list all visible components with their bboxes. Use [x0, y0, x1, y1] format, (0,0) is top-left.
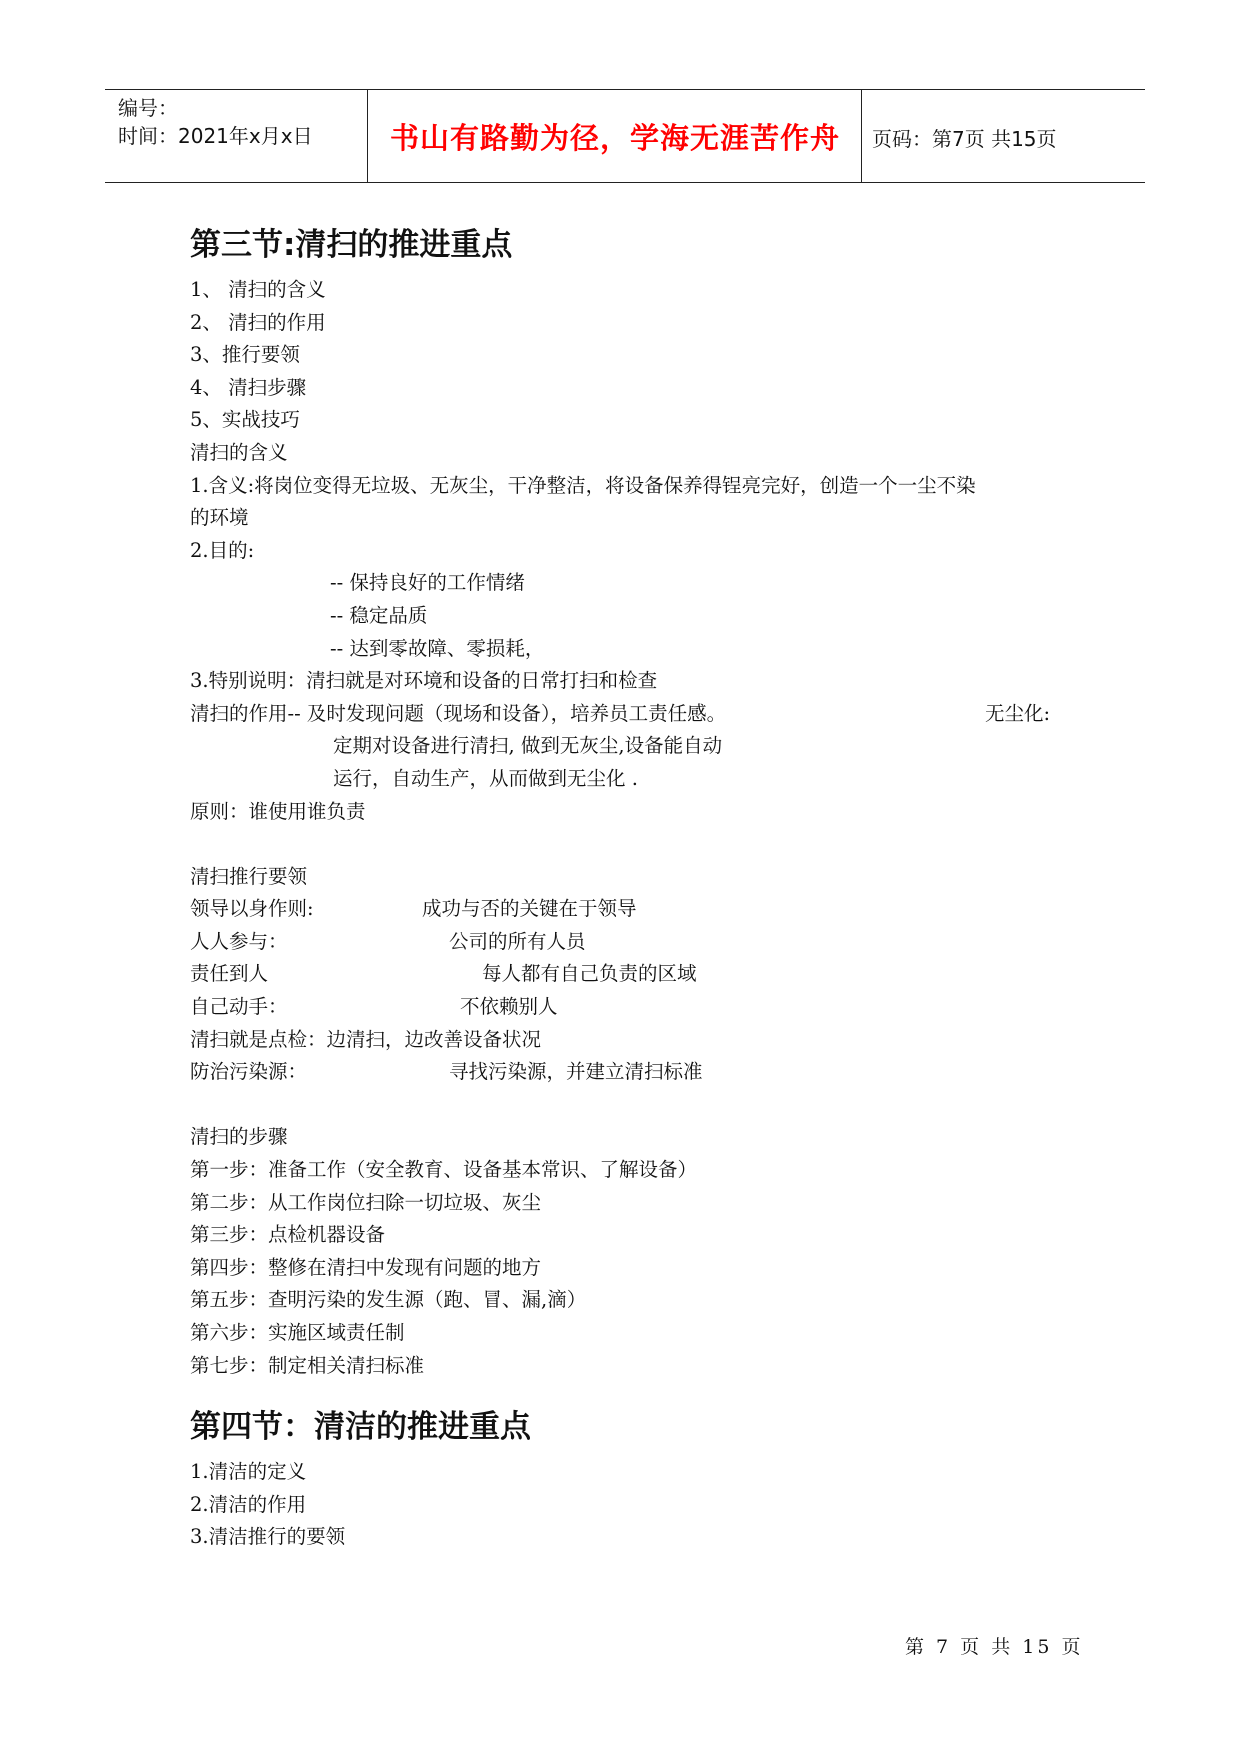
meaning-heading: 清扫的含义 [190, 440, 288, 464]
purpose-item: -- 稳定品质 [330, 603, 428, 627]
header-meta [118, 94, 313, 150]
list-item: 2、 清扫的作用 [190, 310, 326, 334]
key-point-row [190, 958, 1070, 991]
purpose-item: -- 达到零故障、零损耗， [330, 636, 545, 660]
step-item: 第一步：准备工作（安全教育、设备基本常识、了解设备） [190, 1158, 698, 1182]
header-bottom-rule [105, 182, 1145, 183]
page-footer: 第 7 页 共 15 页 [905, 1636, 1084, 1658]
key-point-label: 责任到人 [190, 962, 269, 986]
document-body [190, 222, 1070, 1554]
key-heading: 清扫推行要领 [190, 864, 308, 888]
step-item: 第六步：实施区域责任制 [190, 1321, 405, 1344]
role-text: 清扫的作用-- 及时发现问题（现场和设备），培养员工责任感。 [190, 701, 727, 725]
list-item: 3.清洁推行的要领 [190, 1525, 346, 1549]
pollution-value: 寻找污染源，并建立清扫标准 [449, 1060, 703, 1084]
key-point-value: 成功与否的关键在于领导 [422, 897, 637, 921]
step-item: 第五步：查明污染的发生源（跑、冒、漏,滴） [190, 1288, 587, 1312]
step-item: 第三步：点检机器设备 [190, 1223, 386, 1247]
inspect-line: 清扫就是点检：边清扫，边改善设备状况 [190, 1027, 542, 1051]
header-motto: 书山有路勤为径，学海无涯苦作舟 [389, 121, 840, 155]
spacer [190, 1382, 1070, 1404]
key-point-label: 领导以身作则: [190, 897, 314, 921]
list-item: 3、推行要领 [190, 343, 300, 367]
role-continuation: 定期对设备进行清扫, 做到无灰尘,设备能自动 [333, 734, 723, 758]
purpose-label: 2.目的: [190, 538, 255, 562]
principle-line: 原则：谁使用谁负责 [190, 799, 366, 823]
key-point-value: 公司的所有人员 [449, 929, 586, 953]
key-point-row [190, 893, 1070, 926]
list-item: 1、 清扫的含义 [190, 278, 326, 301]
key-point-value: 每人都有自己负责的区域 [482, 962, 697, 986]
step-item: 第二步：从工作岗位扫除一切垃圾、灰尘 [190, 1190, 542, 1214]
header-page-info: 页码：第7页 共15页 [872, 127, 1057, 151]
list-item: 5、实战技巧 [190, 408, 300, 432]
role-continuation: 运行，自动生产，从而做到无尘化 . [333, 766, 638, 790]
definition-line: 1.含义:将岗位变得无垃圾、无灰尘，干净整洁，将设备保养得锃亮完好，创造一个一尘不染 [190, 473, 976, 497]
dustfree-label: 无尘化: [985, 701, 1051, 725]
header-divider-left [367, 90, 368, 183]
spacer [190, 1089, 1070, 1122]
key-point-value: 不依赖别人 [460, 995, 558, 1019]
header-divider-right [861, 90, 862, 183]
definition-line: 的环境 [190, 506, 249, 530]
key-point-row [190, 1056, 1070, 1089]
doc-number-label: 编号： [118, 96, 178, 120]
key-point-row [190, 991, 1070, 1024]
special-note: 3.特别说明：清扫就是对环境和设备的日常打扫和检查 [190, 669, 658, 693]
purpose-item: -- 保持良好的工作情绪 [330, 571, 525, 595]
step-item: 第七步：制定相关清扫标准 [190, 1353, 425, 1377]
key-point-label: 自己动手： [190, 995, 288, 1019]
list-item: 1.清洁的定义 [190, 1460, 307, 1484]
pollution-label: 防治污染源： [190, 1060, 308, 1084]
section3-title: 第三节:清扫的推进重点 [190, 227, 513, 263]
list-item: 4、 清扫步骤 [190, 375, 307, 399]
spacer [190, 828, 1070, 861]
role-line [190, 698, 1070, 731]
list-item: 2.清洁的作用 [190, 1492, 307, 1516]
section4-title: 第四节：清洁的推进重点 [190, 1409, 531, 1446]
doc-time-label: 时间：2021年x月x日 [118, 124, 313, 148]
header-top-rule [105, 89, 1145, 90]
key-point-label: 人人参与： [190, 929, 288, 953]
steps-heading: 清扫的步骤 [190, 1125, 288, 1149]
step-item: 第四步：整修在清扫中发现有问题的地方 [190, 1255, 542, 1279]
key-point-row [190, 926, 1070, 959]
